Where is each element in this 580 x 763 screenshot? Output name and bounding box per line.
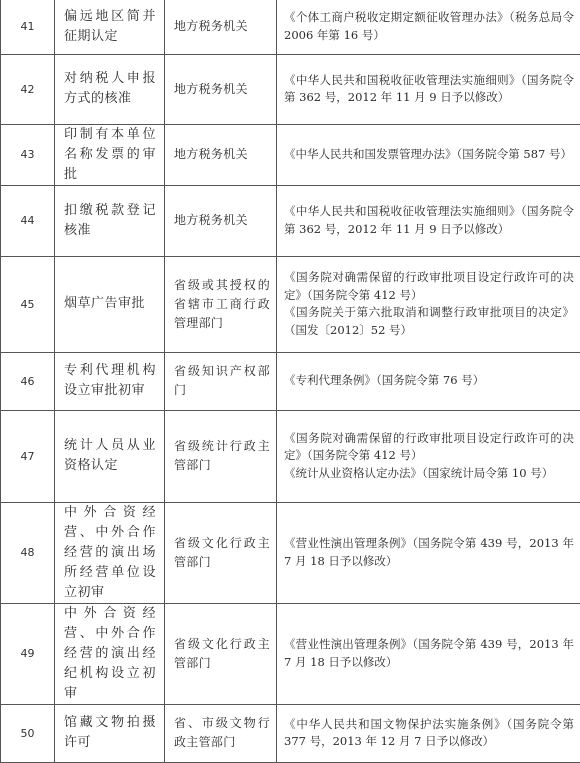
implementing-agency: 地方税务机关 xyxy=(165,54,277,124)
legal-basis-line: 《国务院关于第六批取消和调整行政审批项目的决定》（国发〔2012〕52 号） xyxy=(284,304,574,339)
legal-basis-line: 《国务院对确需保留的行政审批项目设定行政许可的决定》（国务院令第 412 号） xyxy=(284,430,574,465)
legal-basis xyxy=(277,256,580,352)
item-name: 专利代理机构设立审批初审 xyxy=(55,352,165,410)
legal-basis-line: 《国务院对确需保留的行政审批项目设定行政许可的决定》（国务院令第 412 号） xyxy=(284,269,574,304)
legal-basis xyxy=(277,0,580,54)
item-number: 48 xyxy=(1,502,55,603)
implementing-agency: 省级统计行政主管部门 xyxy=(165,410,277,502)
legal-basis-line: 《个体工商户税收定期定额征收管理办法》（税务总局令 2006 年第 16 号） xyxy=(284,9,574,44)
legal-basis-line: 《中华人民共和国文物保护法实施条例》（国务院令第 377 号，2013 年 12 月 7 日予以修改） xyxy=(284,716,574,751)
table-row xyxy=(1,502,580,603)
item-number: 46 xyxy=(1,352,55,410)
legal-basis xyxy=(277,704,580,762)
legal-basis-line: 《营业性演出管理条例》（国务院令第 439 号，2013 年 7 月 18 日予以修改） xyxy=(284,535,574,570)
item-name: 中外合资经营、中外合作经营的演出经纪机构设立初审 xyxy=(55,603,165,704)
item-name: 偏远地区简并征期认定 xyxy=(55,0,165,54)
item-number: 42 xyxy=(1,54,55,124)
table-row xyxy=(1,410,580,502)
legal-basis xyxy=(277,603,580,704)
item-name: 印制有本单位名称发票的审批 xyxy=(55,124,165,185)
item-name: 烟草广告审批 xyxy=(55,256,165,352)
table-row xyxy=(1,603,580,704)
table-row xyxy=(1,704,580,762)
item-number: 43 xyxy=(1,124,55,185)
legal-basis xyxy=(277,185,580,256)
implementing-agency: 省级或其授权的省辖市工商行政管理部门 xyxy=(165,256,277,352)
table-row xyxy=(1,185,580,256)
item-number: 47 xyxy=(1,410,55,502)
implementing-agency: 地方税务机关 xyxy=(165,185,277,256)
implementing-agency: 省级知识产权部门 xyxy=(165,352,277,410)
item-number: 49 xyxy=(1,603,55,704)
item-number: 45 xyxy=(1,256,55,352)
item-number: 44 xyxy=(1,185,55,256)
item-name: 扣缴税款登记核准 xyxy=(55,185,165,256)
legal-basis xyxy=(277,352,580,410)
table-row xyxy=(1,54,580,124)
legal-basis-line: 《中华人民共和国税收征收管理法实施细则》（国务院令第 362 号，2012 年 11 月 9 日予以修改） xyxy=(284,203,574,238)
table-row xyxy=(1,0,580,54)
legal-basis xyxy=(277,410,580,502)
legal-basis xyxy=(277,124,580,185)
legal-basis xyxy=(277,54,580,124)
legal-basis-line: 《中华人民共和国税收征收管理法实施细则》（国务院令第 362 号，2012 年 11 月 9 日予以修改） xyxy=(284,72,574,107)
legal-basis xyxy=(277,502,580,603)
legal-basis-line: 《专利代理条例》（国务院令第 76 号） xyxy=(284,372,574,390)
implementing-agency: 省、市级文物行政主管部门 xyxy=(165,704,277,762)
table-row xyxy=(1,256,580,352)
implementing-agency: 省级文化行政主管部门 xyxy=(165,603,277,704)
item-name: 馆藏文物拍摄许可 xyxy=(55,704,165,762)
implementing-agency: 地方税务机关 xyxy=(165,124,277,185)
item-number: 50 xyxy=(1,704,55,762)
item-name: 中外合资经营、中外合作经营的演出场所经营单位设立初审 xyxy=(55,502,165,603)
table-row xyxy=(1,124,580,185)
legal-basis-line: 《统计从业资格认定办法》（国家统计局令第 10 号） xyxy=(284,465,574,483)
table-row xyxy=(1,352,580,410)
item-name: 统计人员从业资格认定 xyxy=(55,410,165,502)
item-number: 41 xyxy=(1,0,55,54)
implementing-agency: 地方税务机关 xyxy=(165,0,277,54)
implementing-agency: 省级文化行政主管部门 xyxy=(165,502,277,603)
item-name: 对纳税人申报方式的核准 xyxy=(55,54,165,124)
legal-basis-line: 《营业性演出管理条例》（国务院令第 439 号，2013 年 7 月 18 日予以修改） xyxy=(284,636,574,671)
legal-basis-line: 《中华人民共和国发票管理办法》（国务院令第 587 号） xyxy=(284,146,574,164)
